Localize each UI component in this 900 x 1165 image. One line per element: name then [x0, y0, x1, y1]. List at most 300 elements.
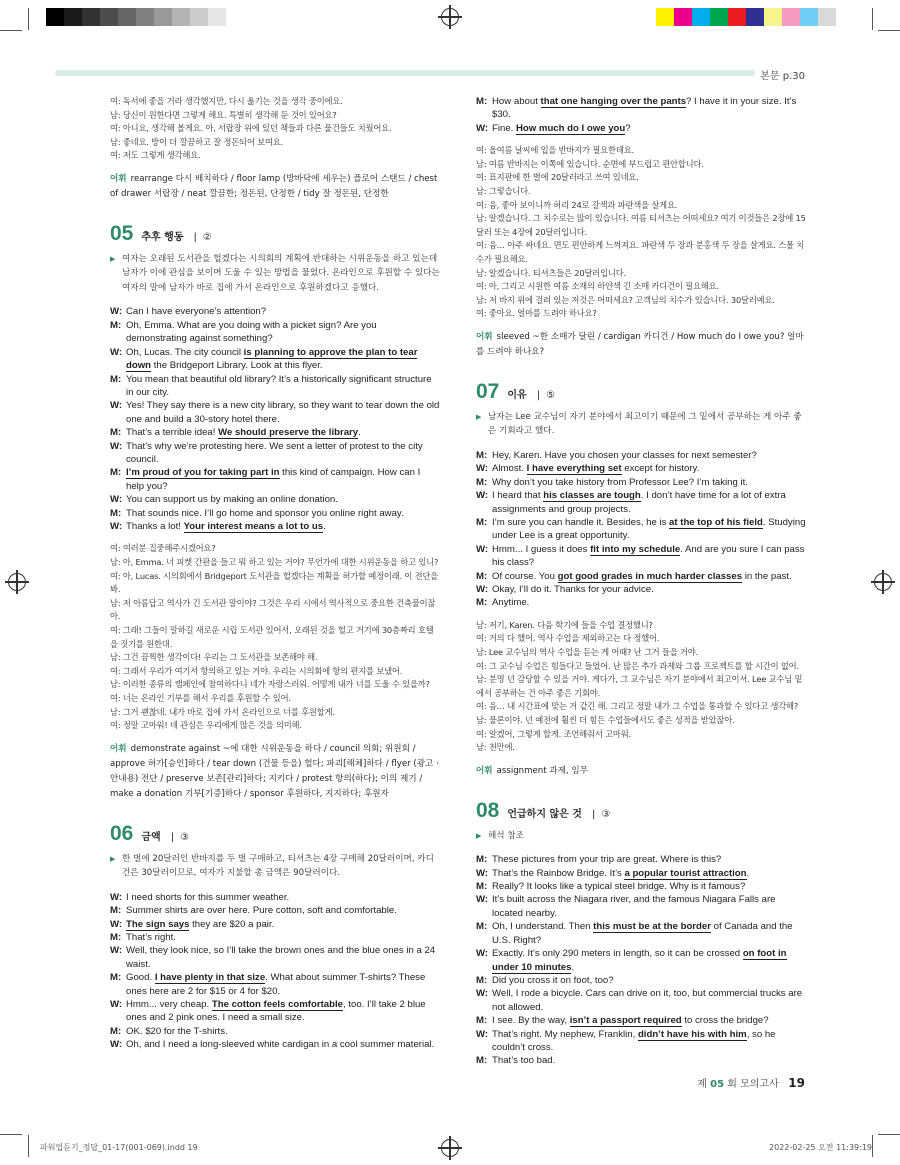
registration-mark-icon [441, 1139, 459, 1157]
dialog-line [476, 893, 806, 920]
speaker: W: [110, 945, 123, 957]
speaker: M: [110, 1025, 122, 1037]
translation-line: 여: 좋아요. 얼마를 드려야 하나요? [476, 308, 597, 319]
speaker: M: [476, 974, 488, 986]
korean-translation-06 [476, 144, 806, 321]
utterance: Well, I rode a bicycle. Cars can drive on it, too, but commercial trucks are not allowed. [492, 988, 803, 1013]
color-swatch [692, 8, 710, 26]
underlined-answer: is planning to approve the plan to tear down [126, 346, 418, 372]
dialog-line [476, 476, 806, 489]
translation-line: 남: 그건 끔찍한 생각이다! 우리는 그 도서관을 보존해야 해. [110, 652, 318, 663]
question-type: 언급하지 않은 것 [507, 808, 582, 820]
utterance: That sounds nice. I’ll go home and sponsor you online right away. [126, 507, 404, 519]
utterance: Can I have everyone’s attention? [126, 306, 267, 318]
text-after: they are $20 a pair. [189, 918, 275, 930]
utterance: It’s built across the Niagara river, and the famous Niagara Falls are located nearby. [492, 894, 776, 919]
text-after: . [323, 520, 326, 532]
color-swatch [746, 8, 764, 26]
dialog-line [476, 1014, 806, 1027]
speaker: M: [476, 1055, 488, 1067]
utterance [126, 520, 440, 533]
utterance: You can support us by making an online donation. [126, 494, 338, 506]
dialog-line [110, 918, 440, 931]
translation-line: 여: 음… 아주 싸네요. 면도 편안하게 느껴져요. 파란색 두 장과 분홍색 두 장을 살게요. 스몰 치수가 필요해요. [476, 240, 805, 264]
section-07-heading [476, 380, 806, 404]
text-after: . I don’t have time for a lot of extra assignments and group projects. [492, 490, 786, 515]
dialog-line [110, 466, 440, 493]
korean-translation-07 [476, 619, 806, 755]
vocab-text: rearrange 다시 배치하다 / floor lamp (방바닥에 세우는) 플로어 스탠드 / chest of drawer 서랍장 / neat 깔끔한; 정돈된, 단정한 / tidy 잘 정돈된, 단정한 [110, 173, 438, 199]
translation-line: 남: 알겠습니다. 그 치수로는 많이 있습니다. 여름 티셔츠는 어떠세요? 여기 이것들은 2장에 15달러 또는 4장에 20달러입니다. [476, 213, 806, 237]
color-swatch [674, 8, 692, 26]
vocab-tag: 어휘 [476, 765, 493, 776]
vocab-tag: 어휘 [476, 331, 493, 342]
underlined-answer: on foot in under 10 minutes [492, 948, 787, 973]
registration-mark-icon [874, 573, 892, 591]
utterance: Why don’t you take history from Professor Lee? I’m taking it. [492, 476, 748, 488]
speaker: W: [110, 998, 123, 1010]
speaker: M: [476, 516, 488, 528]
utterance [492, 489, 806, 516]
text-after: ? [625, 122, 631, 134]
speaker: W: [110, 440, 123, 452]
section-06-heading [110, 822, 440, 846]
utterance [126, 918, 440, 931]
page-number: 19 [788, 1076, 805, 1090]
speaker: W: [476, 543, 489, 555]
speaker: M: [110, 931, 122, 943]
text-before: Hmm... very cheap. [126, 998, 212, 1010]
utterance [492, 867, 806, 880]
dialog-line [476, 570, 806, 583]
speaker: W: [476, 948, 489, 960]
text-after: , so he couldn’t cross. [492, 1028, 776, 1053]
translation-line: 여: 그래서 우리가 여기서 항의하고 있는 거야. 우리는 시의회에 항의 편지를 보냈어. [110, 665, 403, 676]
translation-line: 남: 아, Emma. 너 피켓 간판을 들고 뭐 하고 있는 거야? 무언가에 대한 시위운동을 하고 있니? [110, 556, 439, 567]
translation-line: 여: 거의 다 했어. 역사 수업을 제외하고는 다 정했어. [476, 633, 660, 644]
text-after: . [571, 961, 575, 973]
translation-line: 남: 좋네요. 방이 더 깔끔하고 잘 정돈되어 보여요. [110, 136, 284, 147]
utterance [492, 570, 806, 583]
speaker: M: [110, 319, 122, 331]
dialog-line [476, 987, 806, 1014]
underlined-answer: We should preserve the library [218, 427, 359, 439]
dialog-line [110, 440, 440, 467]
divider: | [591, 808, 596, 820]
question-number: 08 [476, 798, 500, 822]
utterance: Hey, Karen. Have you chosen your classes for next semester? [492, 449, 757, 461]
translation-line: 여: 아, 그리고 시원한 여름 소재의 하얀색 긴 소매 카디건이 필요해요. [476, 281, 719, 292]
underlined-answer: Your interest means a lot to us [183, 520, 324, 532]
dialog-line [110, 1025, 440, 1038]
translation-line: 남: 저 아름답고 역사가 긴 도서관 말이야? 그것은 우리 시에서 역사적으로 중요한 건축물이잖아. [110, 597, 436, 622]
answer: ③ [180, 831, 190, 843]
translation-line: 남: 저 바지 위에 걸려 있는 저것은 어떠세요? 고객님의 치수가 있습니다. 30달러예요. [476, 294, 775, 305]
utterance [492, 920, 806, 947]
color-swatch [46, 8, 64, 26]
speaker: M: [476, 1015, 488, 1027]
utterance [492, 462, 806, 475]
crop-mark [0, 1134, 22, 1135]
utterance: Well, they look nice, so I’ll take the brown ones and the blue ones in a 24 waist. [126, 945, 436, 970]
translation-line: 여: 알겠어, 그렇게 할게. 조언해줘서 고마워. [476, 728, 631, 739]
divider: | [536, 389, 541, 401]
crop-mark [872, 1135, 873, 1157]
dialog-line [476, 543, 806, 570]
color-swatch [100, 8, 118, 26]
text-before: Exactly. It’s only 290 meters in length, so it can be crossed [492, 948, 743, 960]
dialog-line [476, 920, 806, 947]
dialog-line [476, 1054, 806, 1067]
utterance: You mean that beautiful old library? It’s a historically significant structure in our city. [126, 373, 432, 398]
underlined-answer: The sign says [126, 918, 190, 930]
color-swatch [710, 8, 728, 26]
color-swatch [154, 8, 172, 26]
speaker: W: [110, 306, 123, 318]
underlined-answer: that one hanging over the pants [540, 96, 687, 107]
explanation-05: ▶ 여자는 오래된 도서관을 헐겠다는 시의회의 계획에 반대하는 시위운동을 하고 있는데 남자가 이에 관심을 보이며 도울 수 있는 방법을 물었다. 온라인으로 후원할 수 있다는 여자의 말에 남자가 바로 집에 가서 온라인으로 후원하겠다고 응했다. [110, 252, 440, 296]
utterance [126, 466, 440, 493]
color-swatch [172, 8, 190, 26]
dialog-line [476, 1028, 806, 1055]
color-swatch [190, 8, 208, 26]
vocab-05 [110, 742, 440, 802]
dialog-line [110, 520, 440, 533]
dialog-line [110, 944, 440, 971]
speaker: M: [110, 972, 122, 984]
question-number: 07 [476, 379, 500, 403]
speaker: W: [476, 490, 489, 502]
speaker: M: [476, 96, 488, 107]
speaker: W: [110, 494, 123, 506]
dialog-06 [110, 891, 440, 1052]
text-before: Thanks a lot! [126, 520, 184, 532]
utterance [126, 426, 440, 439]
utterance [492, 947, 806, 974]
color-swatch [656, 8, 674, 26]
speaker: M: [110, 467, 122, 479]
text-before: Almost. [492, 463, 527, 475]
answer: ② [202, 231, 212, 243]
underlined-answer: I have plenty in that size [154, 972, 266, 984]
speaker: W: [110, 1039, 123, 1051]
dialog-line [110, 493, 440, 506]
dialog-line [110, 426, 440, 439]
utterance: That’s too bad. [492, 1055, 556, 1067]
speaker: M: [110, 905, 122, 917]
color-swatch [208, 8, 226, 26]
text-before: That’s the Rainbow Bridge. It’s [492, 867, 625, 879]
speaker: W: [476, 584, 489, 595]
dialog-08 [476, 853, 806, 1068]
text-after: the Bridgeport Library. Look at this flyer. [151, 360, 323, 372]
answer: ③ [601, 808, 611, 820]
right-column [476, 95, 806, 1068]
dialog-line [476, 122, 806, 135]
speaker: W: [110, 400, 123, 412]
dialog-line [110, 399, 440, 426]
utterance [126, 998, 440, 1025]
utterance [492, 95, 806, 122]
text-after: . What about summer T-shirts? These ones here are 2 for $15 or 4 for $20. [126, 972, 426, 997]
speaker: W: [476, 463, 489, 475]
utterance: Okay, I’ll do it. Thanks for your advice. [492, 584, 654, 595]
underlined-answer: isn’t a passport required [569, 1015, 682, 1027]
section-08-heading [476, 799, 806, 823]
text-before: Of course. You [492, 570, 558, 582]
utterance [492, 516, 806, 543]
underlined-answer: this must be at the border [593, 921, 711, 933]
text-before: I heard that [492, 490, 544, 502]
registration-mark-icon [8, 573, 26, 591]
dialog-line [110, 971, 440, 998]
explanation-06: ▶ 한 벌에 20달러인 반바지를 두 벌 구매하고, 티셔츠는 4장 구매해 20달러이며, 카디건은 30달러이므로, 여자가 지불할 총 금액은 90달러이다. [110, 852, 440, 881]
utterance: These pictures from your trip are great. Where is this? [492, 854, 722, 866]
print-slug-file: 파워업듣기_정답_01-17(001-069).indd 19 [40, 1143, 198, 1152]
underlined-answer: didn’t have his with him [637, 1028, 747, 1040]
underlined-answer: I have everything set [526, 463, 622, 475]
explanation-08: ▶ 해석 참조 [476, 829, 806, 844]
translation-line: 여: 올여름 날씨에 입을 반바지가 필요한데요. [476, 145, 634, 156]
translation-line: 여: 너는 온라인 기부를 해서 우리를 후원할 수 있어. [110, 692, 291, 703]
speaker: M: [476, 921, 488, 933]
utterance: Anytime. [492, 597, 530, 609]
utterance: Did you cross it on foot, too? [492, 974, 614, 986]
text-before: That’s a terrible idea! [126, 427, 219, 439]
color-swatch [728, 8, 746, 26]
vocab-tag: 어휘 [110, 743, 127, 754]
translation-line: 남: 이러한 종류의 캠페인에 참여하다니 네가 자랑스러워. 어떻게 내가 너를 도울 수 있을까? [110, 679, 430, 690]
korean-translation-04 [110, 95, 440, 163]
text-after: . Studying under Lee is a great opportunity. [492, 516, 806, 542]
text-before: Hmm... I guess it does [492, 543, 591, 555]
utterance [492, 1014, 806, 1027]
footer-prefix: 제 [697, 1079, 707, 1090]
dialog-line [110, 319, 440, 346]
divider: | [170, 831, 175, 843]
underlined-answer: The cotton feels comfortable [211, 998, 343, 1010]
utterance: Oh, and I need a long-sleeved white cardigan in a cool summer material. [126, 1039, 435, 1051]
dialog-line [476, 583, 806, 596]
translation-line: 여: 음, 좋아 보이니까 허리 24로 갈색과 파란색을 살게요. [476, 199, 678, 210]
color-swatch [118, 8, 136, 26]
text-after: . [358, 427, 361, 439]
dialog-line [110, 904, 440, 917]
gray-color-bar [46, 8, 226, 26]
question-type: 이유 [507, 389, 527, 401]
translation-line: 여: 독서에 좋을 거라 생각했지만, 다시 옮기는 것을 생각 중이에요. [110, 96, 343, 106]
translation-line: 여: 저도 그렇게 생각해요. [110, 150, 201, 161]
dialog-line [476, 95, 806, 122]
crop-mark [28, 8, 29, 30]
speaker: W: [476, 894, 489, 906]
underlined-answer: got good grades in much harder classes [557, 570, 743, 582]
text-before: How about [492, 96, 541, 107]
translation-line: 남: 분명 넌 감당할 수 있을 거야. 게다가, 그 교수님은 자기 분야에서 최고이셔. Lee 교수님 밑에서 공부하는 건 아주 좋은 기회야. [476, 674, 803, 698]
translation-line: 남: 알겠습니다. 티셔츠들은 20달러입니다. [476, 267, 626, 278]
answer: ⑤ [546, 389, 556, 401]
vocab-07 [476, 764, 806, 779]
speaker: W: [110, 346, 123, 358]
utterance: Yes! They say there is a new city library, so they want to tear down the old one and build a 30-story hotel there. [126, 400, 440, 425]
text-before: Fine. [492, 122, 516, 134]
speaker: M: [476, 881, 488, 893]
question-type: 추후 행동 [141, 231, 184, 243]
text-before: I’m sure you can handle it. Besides, he is [492, 516, 670, 528]
exam-round: 05 [710, 1079, 725, 1090]
text-before: Oh, Lucas. The city council [126, 346, 244, 358]
text-before: I see. By the way, [492, 1015, 570, 1027]
print-slug-date: 2022-02-25 오전 11:39:19 [769, 1143, 872, 1152]
dialog-line [476, 516, 806, 543]
translation-line: 남: 그렇습니다. [476, 186, 531, 196]
speaker: M: [110, 373, 122, 385]
crop-mark [878, 30, 900, 31]
speaker: W: [476, 867, 489, 879]
translation-line: 남: 저기, Karen. 다음 학기에 들을 수업 결정했니? [476, 619, 653, 630]
translation-line: 남: Lee 교수님의 역사 수업을 듣는 게 어때? 난 그거 들을 거야. [476, 647, 699, 657]
underlined-answer: at the top of his field [669, 516, 763, 528]
text-after: except for history. [621, 463, 700, 475]
translation-line: 여: 아니요, 생각해 볼게요. 아, 서랍장 위에 있던 책들과 다른 물건들도 치웠어요. [110, 123, 392, 134]
korean-translation-05 [110, 542, 440, 732]
utterance: Really? It looks like a typical steel bridge. Why is it famous? [492, 881, 746, 893]
vocab-tag: 어휘 [110, 173, 127, 184]
color-swatch [818, 8, 836, 26]
utterance: I need shorts for this summer weather. [126, 891, 290, 903]
page-reference: 본문 p.30 [760, 71, 805, 82]
dialog-line [476, 596, 806, 609]
dialog-line [110, 507, 440, 520]
color-swatch [764, 8, 782, 26]
speaker: W: [110, 918, 123, 930]
dialog-07 [476, 449, 806, 610]
text-before: Oh, I understand. Then [492, 921, 594, 933]
translation-line: 여: 정말 고마워! 네 관심은 우리에게 많은 것을 의미해. [110, 720, 302, 731]
dialog-line [110, 931, 440, 944]
translation-line: 남: 그거 괜찮네. 내가 바로 집에 가서 온라인으로 너를 후원할게. [110, 706, 335, 717]
vocab-text: demonstrate against ~에 대한 시위운동을 하다 / council 의회; 위원회 / approve 허가[승인]하다 / tear down (건물 등을) 헐다; 파괴[해체]하다 / flyer (광고 · 안내용) 전단 / preserve 보존[관리]하다; 지키다 / protest 항의(하다); 이의 제기 / make a donation 기부[기증]하다 / sponsor 후원하다, 지지하다; 후원자 [110, 743, 439, 799]
crop-mark [872, 8, 873, 30]
underlined-answer: I’m proud of you for taking part in [126, 467, 280, 479]
dialog-line [476, 880, 806, 893]
translation-line: 남: 물론이야. 넌 예전에 훨씬 더 힘든 수업들에서도 좋은 성적을 받았잖아. [476, 714, 735, 725]
dialog-06-continued [476, 95, 806, 135]
utterance [492, 122, 806, 135]
dialog-line [476, 867, 806, 880]
translation-line: 여: 그래! 그들이 말하길 새로운 시립 도서관 있어서, 오래된 것을 헐고 거기에 30층짜리 호텔을 짓기를 원한대. [110, 624, 434, 649]
underlined-answer: How much do I owe you [516, 122, 626, 134]
vocab-06 [476, 330, 806, 360]
text-after: . And are you sure I can pass his class? [492, 543, 805, 569]
dialog-line [110, 998, 440, 1025]
vocab-text: sleeved ~한 소매가 달린 / cardigan 카디건 / How much do I owe you? 얼마를 드려야 하나요? [476, 331, 804, 357]
left-column [110, 95, 440, 1052]
text-after: to cross the bridge? [681, 1015, 769, 1027]
crop-mark [0, 30, 22, 31]
translation-line: 남: 천만에. [476, 742, 515, 753]
color-swatch [64, 8, 82, 26]
speaker: M: [476, 854, 488, 866]
utterance: That’s right. [126, 931, 176, 943]
speaker: M: [476, 570, 488, 582]
text-after: of Canada and the U.S. Right? [492, 921, 793, 946]
text-after: in the past. [742, 570, 792, 582]
translation-line: 여: 여러분 집중해주시겠어요? [110, 543, 216, 554]
color-swatch [782, 8, 800, 26]
dialog-line [476, 462, 806, 475]
utterance [126, 346, 440, 373]
header-rule [55, 70, 755, 76]
text-after: ? I have it in your size. It’s $30. [492, 96, 797, 121]
text-before: That’s right. My nephew, Franklin, [492, 1028, 638, 1040]
utterance: That’s why we’re protesting here. We sent a letter of protest to the city council. [126, 440, 423, 465]
divider: | [193, 231, 197, 243]
text-after: this kind of campaign. How can I help you? [126, 467, 421, 492]
utterance: Summer shirts are over here. Pure cotton, soft and comfortable. [126, 905, 397, 917]
translation-line: 남: 여름 반바지는 이쪽에 있습니다. 순면에 부드럽고 편안합니다. [476, 158, 704, 169]
explanation-07: ▶ 남자는 Lee 교수님이 자기 분야에서 최고이기 때문에 그 밑에서 공부하는 게 아주 좋은 기회라고 했다. [476, 410, 806, 439]
section-05-heading [110, 222, 440, 246]
dialog-line [110, 373, 440, 400]
crop-mark [878, 1134, 900, 1135]
color-swatch [82, 8, 100, 26]
speaker: M: [110, 507, 122, 519]
text-before: Good. [126, 972, 155, 984]
dialog-05 [110, 305, 440, 533]
registration-mark-icon [441, 8, 459, 26]
color-bar [656, 8, 836, 26]
translation-line: 여: 음… 내 시간표에 맞는 거 같긴 해. 그리고 정말 내가 그 수업을 통과할 수 있다고 생각해? [476, 701, 799, 712]
underlined-answer: fit into my schedule [590, 543, 681, 555]
underlined-answer: his classes are tough [543, 490, 641, 502]
dialog-line [110, 1038, 440, 1051]
speaker: M: [476, 476, 488, 488]
dialog-line [476, 449, 806, 462]
dialog-line [110, 305, 440, 318]
question-number: 05 [110, 221, 134, 245]
footer-label: 회 모의고사 [727, 1079, 779, 1090]
color-swatch [136, 8, 154, 26]
translation-line: 여: 그 교수님 수업은 힘들다고 들었어. 난 많은 추가 과제와 그룹 프로젝트를 할 시간이 없어. [476, 660, 799, 671]
translation-line: 여: 아, Lucas. 시의회에서 Bridgeport 도서관을 헐겠다는 계획을 허가할 예정이래. 이 전단을 봐. [110, 570, 439, 595]
question-type: 금액 [141, 831, 161, 843]
speaker: W: [476, 988, 489, 1000]
dialog-line [476, 489, 806, 516]
speaker: W: [110, 520, 123, 532]
question-number: 06 [110, 821, 134, 845]
speaker: W: [110, 891, 123, 903]
text-after: , too. I’ll take 2 blue ones and 2 pink ones. I need a small size. [126, 998, 426, 1024]
utterance [492, 543, 806, 570]
speaker: W: [476, 1028, 489, 1040]
vocab-text: assignment 과제, 임무 [496, 765, 588, 776]
text-after: . [746, 867, 750, 879]
speaker: M: [476, 449, 488, 461]
vocab-04 [110, 172, 440, 202]
utterance: OK. $20 for the T-shirts. [126, 1025, 228, 1037]
dialog-line [476, 947, 806, 974]
page-footer [697, 1075, 805, 1090]
speaker: M: [476, 597, 488, 609]
dialog-line [110, 346, 440, 373]
dialog-line [476, 974, 806, 987]
speaker: M: [110, 427, 122, 439]
crop-mark [28, 1135, 29, 1157]
translation-line: 남: 당신이 원한다면 그렇게 해요. 특별히 생각해 둔 것이 있어요? [110, 109, 337, 120]
underlined-answer: a popular tourist attraction [624, 867, 747, 879]
speaker: W: [476, 122, 489, 134]
